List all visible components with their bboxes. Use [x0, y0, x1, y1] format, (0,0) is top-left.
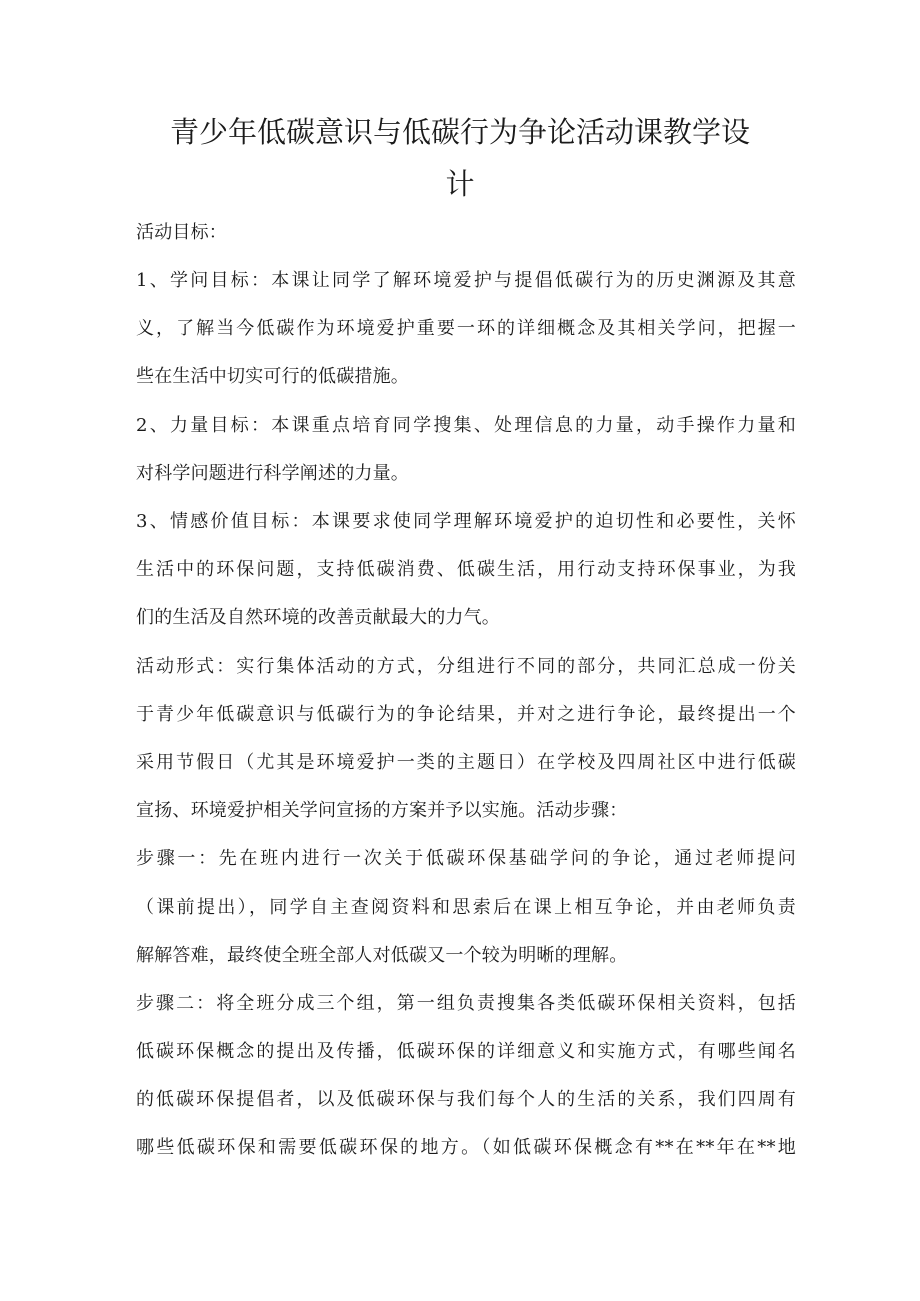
paragraph-line: （课前提出），同学自主查阅资料和思索后在课上相互争论，并由老师负责	[136, 897, 796, 918]
paragraph-line: 低碳环保概念的提出及传播，低碳环保的详细意义和实施方式，有哪些闻名	[136, 1041, 796, 1062]
paragraph-line: 于青少年低碳意识与低碳行为的争论结果，并对之进行争论，最终提出一个	[136, 704, 796, 725]
document-title-line-1: 青少年低碳意识与低碳行为争论活动课教学设	[169, 115, 750, 149]
document-title-line-2: 计	[445, 167, 475, 201]
paragraph-line: 1、学问目标：本课让同学了解环境爱护与提倡低碳行为的历史渊源及其意	[136, 270, 796, 291]
paragraph-line: 些在生活中切实可行的低碳措施。	[136, 366, 409, 387]
paragraph-line: 步骤一：先在班内进行一次关于低碳环保基础学问的争论，通过老师提问	[136, 848, 796, 869]
paragraph-line: 们的生活及自然环境的改善贡献最大的力气。	[136, 607, 500, 628]
paragraph-line: 宣扬、环境爱护相关学问宣扬的方案并予以实施。活动步骤：	[136, 800, 628, 821]
paragraph-line: 解解答难，最终使全班全部人对低碳又一个较为明晰的理解。	[136, 945, 628, 966]
paragraph-line: 的低碳环保提倡者，以及低碳环保与我们每个人的生活的关系，我们四周有	[136, 1089, 796, 1110]
paragraph-line: 2、力量目标：本课重点培育同学搜集、处理信息的力量，动手操作力量和	[136, 415, 796, 436]
paragraph-line: 步骤二：将全班分成三个组，第一组负责搜集各类低碳环保相关资料，包括	[136, 993, 796, 1014]
paragraph-line: 哪些低碳环保和需要低碳环保的地方。（如低碳环保概念有**在**年在**地	[136, 1137, 796, 1158]
section-heading-objectives: 活动目标：	[136, 222, 227, 243]
paragraph-line: 3、情感价值目标：本课要求使同学理解环境爱护的迫切性和必要性，关怀	[136, 511, 796, 532]
paragraph-line: 活动形式：实行集体活动的方式，分组进行不同的部分，共同汇总成一份关	[136, 656, 796, 677]
paragraph-line: 义，了解当今低碳作为环境爱护重要一环的详细概念及其相关学问，把握一	[136, 318, 796, 339]
paragraph-line: 生活中的环保问题，支持低碳消费、低碳生活，用行动支持环保事业，为我	[136, 559, 796, 580]
paragraph-line: 采用节假日（尤其是环境爱护一类的主题日）在学校及四周社区中进行低碳	[136, 752, 796, 773]
paragraph-line: 对科学问题进行科学阐述的力量。	[136, 463, 409, 484]
